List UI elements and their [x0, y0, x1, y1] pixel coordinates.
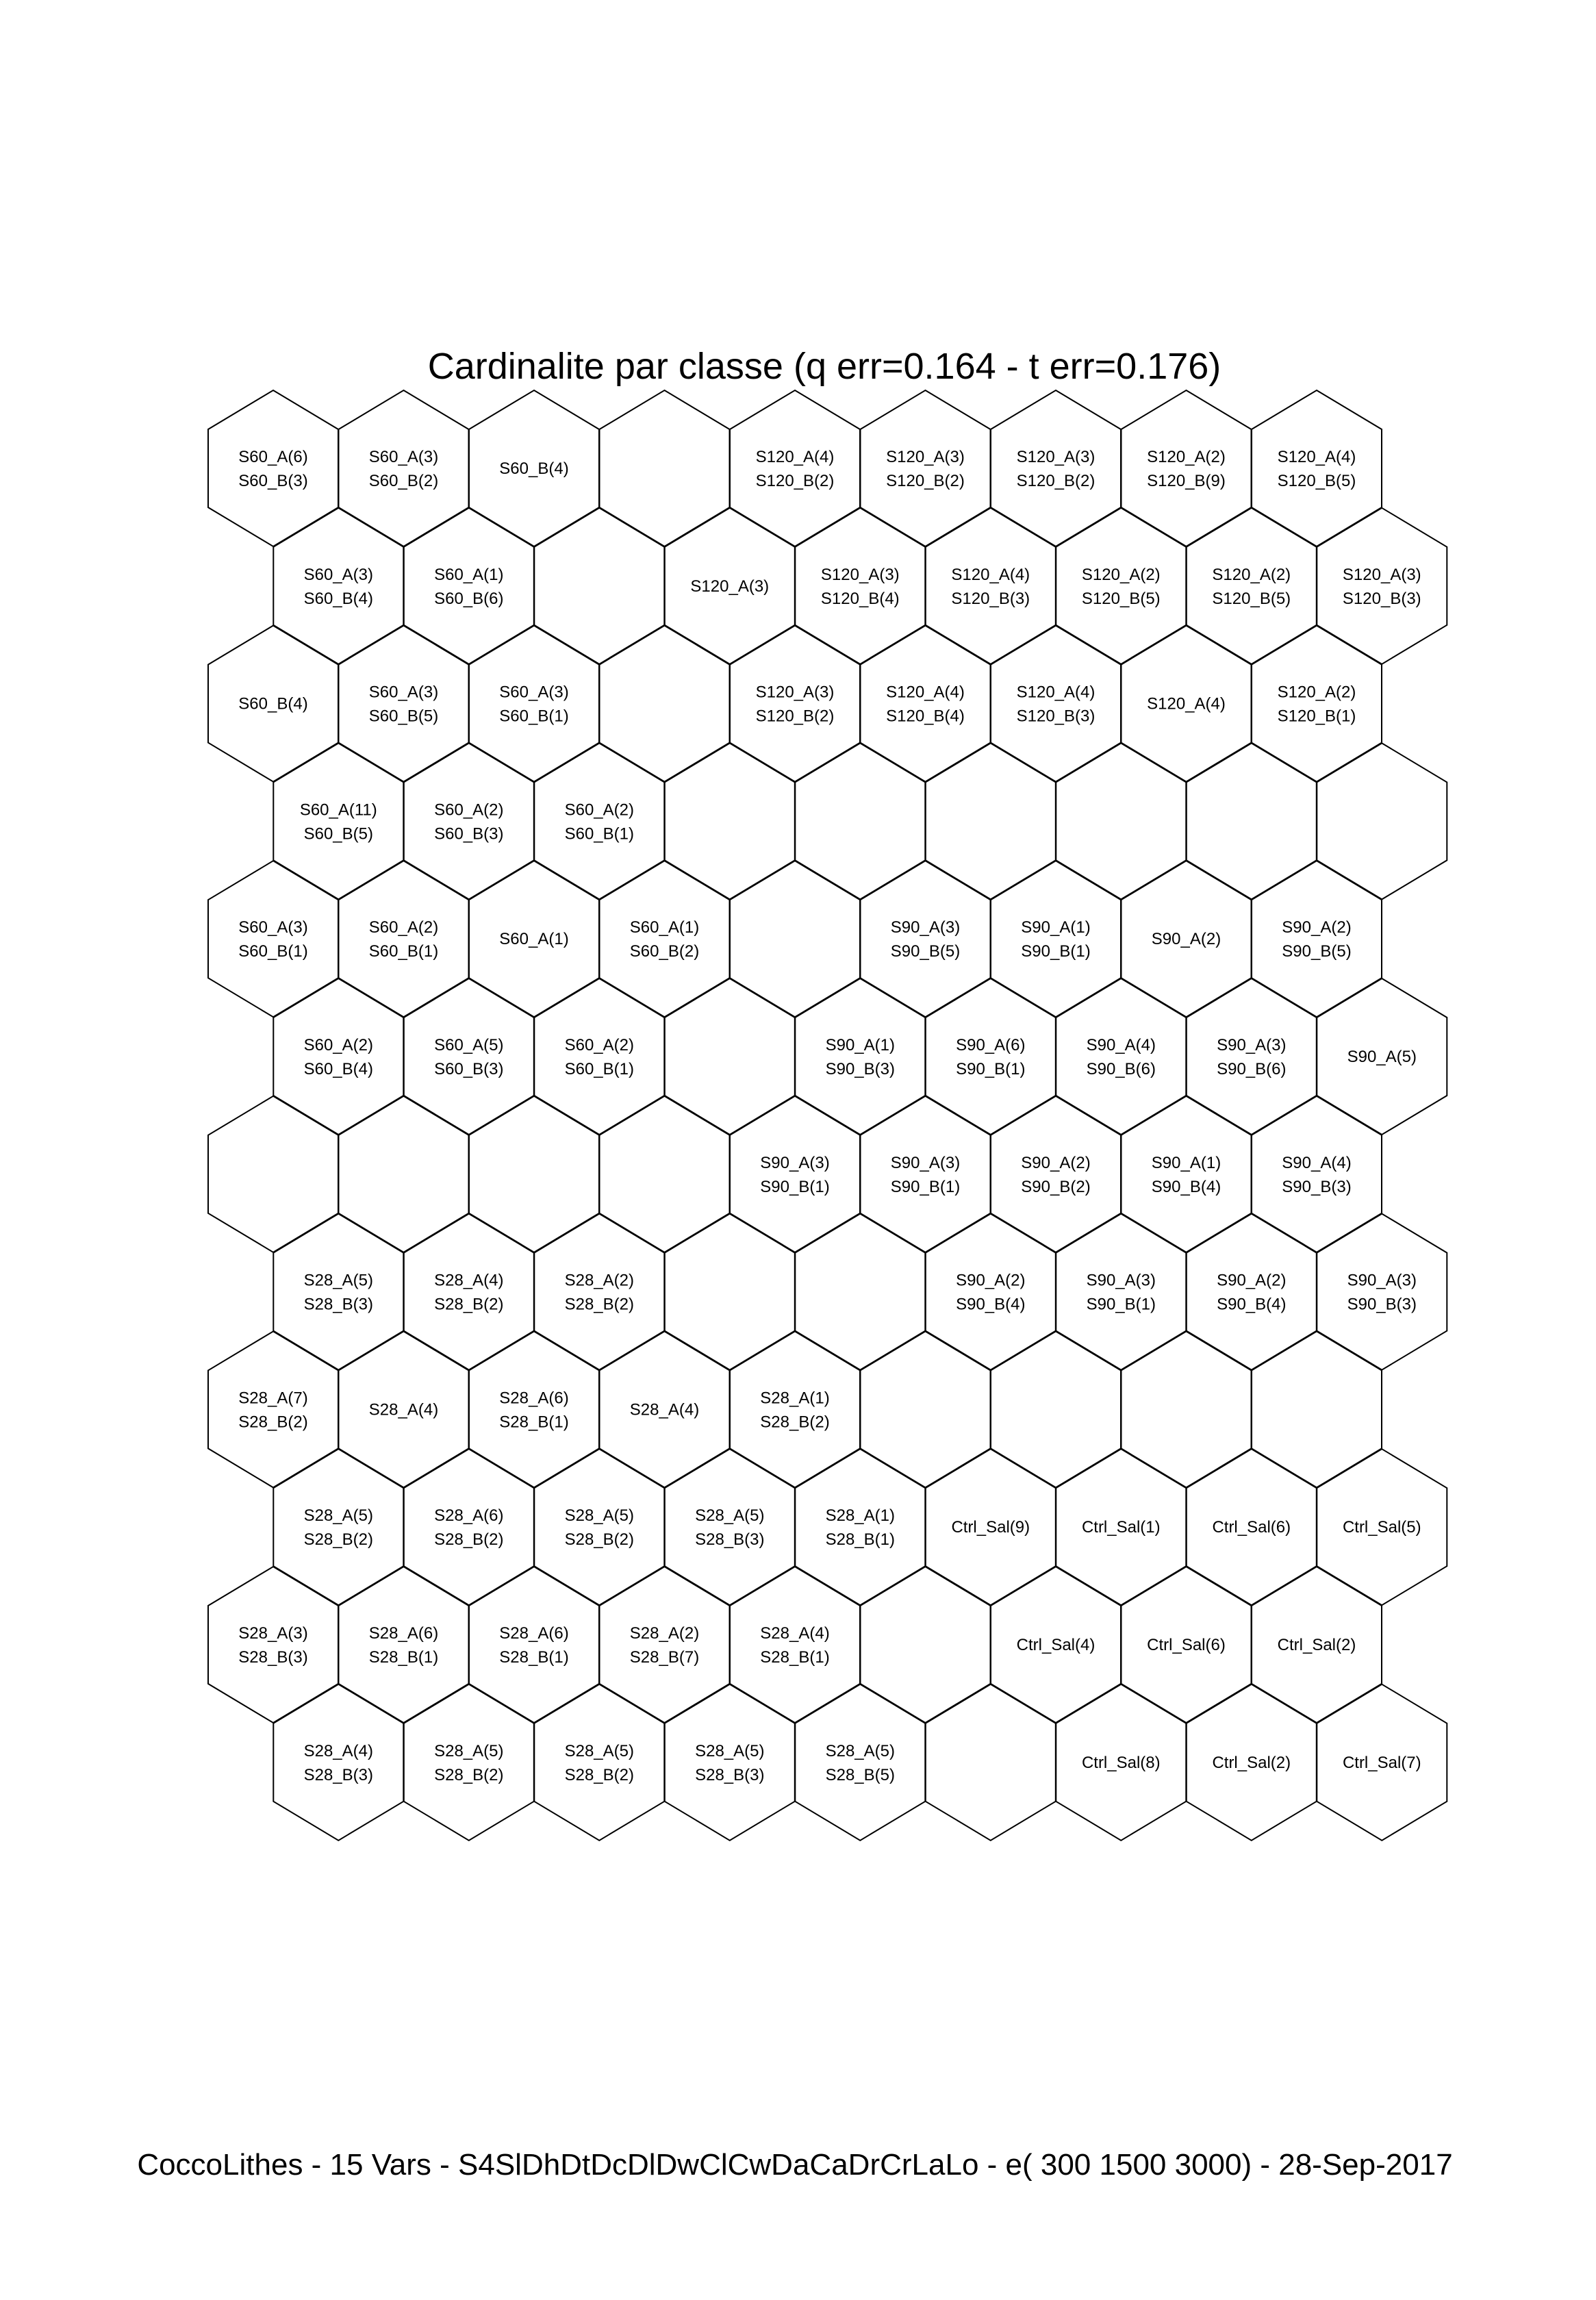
hex-cell-label: S28_A(5) — [303, 1271, 373, 1290]
hex-cell-label: S60_B(5) — [368, 707, 439, 726]
hex-cell-label: S28_B(2) — [564, 1295, 634, 1314]
hex-cell-label: S28_A(6) — [434, 1506, 504, 1526]
hex-cell-label: S28_B(2) — [238, 1413, 308, 1432]
hex-cell-label: S28_A(3) — [238, 1624, 308, 1643]
hex-cell-label: S60_A(3) — [303, 565, 373, 584]
hex-cell-label: S28_B(3) — [303, 1765, 373, 1784]
hex-cell-label: S28_B(2) — [303, 1530, 373, 1550]
hex-cell-label: S60_B(6) — [434, 589, 504, 608]
hex-cell-label: S120_A(4) — [1016, 683, 1095, 702]
hex-cell-label: S60_B(1) — [564, 824, 634, 844]
hex-cell-label: S90_A(3) — [1217, 1036, 1287, 1054]
hex-cell-label: S120_B(3) — [1016, 707, 1095, 726]
hex-cell-label: S28_A(2) — [629, 1624, 700, 1643]
hex-cell-label: S60_B(4) — [238, 694, 308, 713]
hex-cell-label: S28_A(7) — [238, 1389, 308, 1408]
hex-cell-label: S60_B(1) — [564, 1060, 634, 1078]
hex-cell-label: S28_B(5) — [825, 1765, 895, 1784]
hex-cell-label: S90_A(3) — [890, 1153, 961, 1172]
hex-cell-label: S90_B(1) — [760, 1177, 830, 1196]
hex-cell-label: Ctrl_Sal(2) — [1277, 1636, 1356, 1654]
hex-cell-label: S90_B(1) — [890, 1177, 961, 1196]
hex-cell-label: S90_A(3) — [1086, 1271, 1156, 1290]
hex-cell-label: Ctrl_Sal(7) — [1342, 1753, 1421, 1772]
hex-cell-label: S120_A(4) — [886, 683, 965, 702]
hex-cell-label: S60_A(11) — [299, 800, 377, 820]
hex-cell-label: S90_B(3) — [1282, 1177, 1352, 1196]
hex-cell-label: S28_A(4) — [368, 1400, 439, 1419]
hex-cell-label: S120_A(2) — [1081, 565, 1161, 584]
hex-cell-label: S28_B(7) — [629, 1648, 700, 1667]
hex-cell-label: S120_B(2) — [755, 707, 835, 726]
hex-cell-label: S28_A(4) — [434, 1271, 504, 1290]
hex-cell-label: S90_B(1) — [1086, 1295, 1156, 1314]
chart-footer: CoccoLithes - 15 Vars - S4SlDhDtDcDlDwClCwDaCaDrCrLaLo - e( 300 1500 3000) - 28-Sep-2017 — [137, 2148, 1453, 2182]
hex-cell-label: S28_B(1) — [368, 1648, 439, 1667]
chart-title: Cardinalite par classe (q err=0.164 - t err=0.176) — [427, 346, 1221, 387]
hex-cell-label: S90_A(1) — [825, 1036, 895, 1054]
hex-cell-label: S120_A(3) — [820, 565, 900, 584]
hex-cell-label: S90_A(2) — [1151, 930, 1221, 949]
hex-cell-label: S28_A(1) — [825, 1506, 895, 1526]
hex-cell-label: S90_A(3) — [760, 1153, 830, 1172]
hex-cell-label: S28_A(5) — [825, 1741, 895, 1760]
hex-cell-label: S60_A(3) — [238, 918, 308, 937]
hex-cell-label: S120_A(2) — [1277, 683, 1356, 702]
hex-cell-label: S120_B(2) — [886, 472, 965, 490]
hex-cell-label: S60_B(2) — [629, 942, 700, 961]
hex-cell-label: S90_B(4) — [1151, 1177, 1221, 1196]
hex-cell-label: S28_A(5) — [564, 1506, 634, 1526]
hex-cell-label: S60_B(4) — [303, 589, 373, 608]
hex-cell-label: S60_A(2) — [303, 1036, 373, 1054]
hex-cell-label: S28_B(1) — [499, 1648, 569, 1667]
hex-cell-label: S120_A(3) — [1342, 565, 1421, 584]
hex-cell-label: S28_B(3) — [238, 1648, 308, 1667]
hex-cell-label: S90_B(4) — [1217, 1295, 1287, 1314]
hex-cell-label: S90_A(2) — [956, 1271, 1026, 1290]
hex-cell-label: Ctrl_Sal(5) — [1342, 1518, 1421, 1537]
hex-cell-label: S120_B(9) — [1147, 472, 1226, 490]
hex-cell-label: S28_A(4) — [629, 1400, 700, 1419]
hex-cell-label: S120_B(4) — [820, 589, 900, 608]
hex-cell-label: S28_B(2) — [564, 1765, 634, 1784]
hex-cell-label: S90_B(5) — [890, 942, 961, 961]
hex-cell-label: S60_A(2) — [434, 800, 504, 820]
hex-cell-label: S120_A(2) — [1147, 448, 1226, 466]
hex-cell-label: S90_A(1) — [1021, 918, 1091, 937]
hex-cell-label: S28_B(3) — [303, 1295, 373, 1314]
hex-cell-label: Ctrl_Sal(6) — [1212, 1518, 1291, 1537]
hex-cell-label: S60_A(3) — [368, 448, 439, 466]
hex-cell-label: S120_B(2) — [755, 472, 835, 490]
hex-cell-label: S28_B(2) — [434, 1530, 504, 1550]
hex-cell-label: S28_B(3) — [695, 1765, 765, 1784]
hex-cell-label: S28_B(1) — [499, 1413, 569, 1432]
hex-cell-label: S90_B(2) — [1021, 1177, 1091, 1196]
hex-cell-label: S120_B(1) — [1277, 707, 1356, 726]
hex-cell-label: S60_A(2) — [564, 800, 634, 820]
hex-cell-label: Ctrl_Sal(8) — [1081, 1753, 1161, 1772]
hex-cell-label: S120_A(4) — [1147, 694, 1226, 713]
hex-cell-label: S28_A(4) — [303, 1741, 373, 1760]
hex-cell-label: S90_A(5) — [1347, 1048, 1417, 1066]
hex-cell-label: S120_A(4) — [1277, 448, 1356, 466]
hex-cell-label: S60_B(4) — [499, 459, 569, 478]
hex-cell-label: S28_A(6) — [368, 1624, 439, 1643]
hex-cell-label: S90_A(4) — [1086, 1036, 1156, 1054]
hex-cell-label: S90_A(3) — [1347, 1271, 1417, 1290]
hexagon-grid — [208, 390, 1447, 1841]
hex-cell-label: S60_B(1) — [238, 942, 308, 961]
hex-cell-label: S28_B(3) — [695, 1530, 765, 1550]
hex-cell-label: S28_B(1) — [760, 1648, 830, 1667]
hex-cell-label: S28_A(5) — [695, 1506, 765, 1526]
hex-cell-label: S28_A(5) — [303, 1506, 373, 1526]
hex-cell-label: S90_B(1) — [1021, 942, 1091, 961]
hex-cell-label: S60_A(2) — [368, 918, 439, 937]
hex-cell-label: S60_B(3) — [434, 1060, 504, 1078]
hex-cell-label: S120_A(3) — [755, 683, 835, 702]
hex-cell-label: S90_B(3) — [825, 1060, 895, 1078]
hex-cell-label: S60_A(3) — [499, 683, 569, 702]
hex-cell-label: S28_B(2) — [760, 1413, 830, 1432]
hex-cell-label: S120_A(3) — [886, 448, 965, 466]
hex-cell-label: S120_B(2) — [1016, 472, 1095, 490]
hex-cell-label: S60_B(3) — [238, 472, 308, 490]
hex-cell-label: S60_B(1) — [368, 942, 439, 961]
hex-cell-label: S60_A(3) — [368, 683, 439, 702]
hex-cell-label: S90_A(1) — [1151, 1153, 1221, 1172]
hex-cell-label: S120_B(4) — [886, 707, 965, 726]
hex-cell-label: S120_B(5) — [1277, 472, 1356, 490]
hex-cell-label: S60_B(1) — [499, 707, 569, 726]
hex-cell-label: S120_B(5) — [1212, 589, 1291, 608]
hex-cell-label: S60_B(4) — [303, 1060, 373, 1078]
hex-cell-label: S60_A(2) — [564, 1036, 634, 1054]
hex-cell-label: S120_A(4) — [951, 565, 1030, 584]
hex-cell-label: S90_B(6) — [1217, 1060, 1287, 1078]
hex-cell-label: S90_A(6) — [956, 1036, 1026, 1054]
hex-cell-label: S60_A(1) — [434, 565, 504, 584]
hex-cell-label: S28_A(2) — [564, 1271, 634, 1290]
hex-cell-label: S120_A(3) — [690, 577, 770, 596]
hex-cell-label: S28_A(5) — [434, 1741, 504, 1760]
hex-cell-label: Ctrl_Sal(1) — [1081, 1518, 1161, 1537]
hex-cell-label: Ctrl_Sal(2) — [1212, 1753, 1291, 1772]
hex-cell-label: S60_A(1) — [629, 918, 700, 937]
hex-cell-label: S120_A(2) — [1212, 565, 1291, 584]
hex-cell-label: S60_A(5) — [434, 1036, 504, 1054]
hex-cell-label: S28_B(2) — [434, 1765, 504, 1784]
hex-cell-label: S90_A(4) — [1282, 1153, 1352, 1172]
hex-cell-label: S28_B(2) — [564, 1530, 634, 1550]
hex-cell-label: S60_B(3) — [434, 824, 504, 844]
hex-cell-label: S120_B(5) — [1081, 589, 1161, 608]
hex-cell-label: S90_B(5) — [1282, 942, 1352, 961]
hex-cell-label: Ctrl_Sal(4) — [1016, 1636, 1095, 1654]
hex-cell-label: S60_A(1) — [499, 930, 569, 949]
hex-cell-label: S90_B(4) — [956, 1295, 1026, 1314]
hex-cell-label: S90_A(3) — [890, 918, 961, 937]
hex-cell-label: S28_B(2) — [434, 1295, 504, 1314]
hex-cell-label: S90_A(2) — [1282, 918, 1352, 937]
hex-cell-label: S120_B(3) — [951, 589, 1030, 608]
hex-cell-label: S90_A(2) — [1021, 1153, 1091, 1172]
hex-cell-label: Ctrl_Sal(6) — [1147, 1636, 1226, 1654]
hex-cell-label: S28_A(5) — [564, 1741, 634, 1760]
hex-cell-label: S28_A(5) — [695, 1741, 765, 1760]
hex-cell-label: S28_A(6) — [499, 1389, 569, 1408]
hex-cell-label: S28_A(1) — [760, 1389, 830, 1408]
hex-cell-label: S90_B(6) — [1086, 1060, 1156, 1078]
hex-cell-label: Ctrl_Sal(9) — [951, 1518, 1030, 1537]
hex-cell-label: S28_B(1) — [825, 1530, 895, 1550]
hex-cell-label: S120_B(3) — [1342, 589, 1421, 608]
hex-cell-label: S90_B(3) — [1347, 1295, 1417, 1314]
hex-cell-label: S28_A(4) — [760, 1624, 830, 1643]
hex-cell-label: S120_A(3) — [1016, 448, 1095, 466]
hex-cell-label: S60_B(2) — [368, 472, 439, 490]
hex-cell-label: S90_A(2) — [1217, 1271, 1287, 1290]
hex-cell-label: S120_A(4) — [755, 448, 835, 466]
hex-cell-label: S90_B(1) — [956, 1060, 1026, 1078]
hex-cell-label: S60_A(6) — [238, 448, 308, 466]
hex-cell-label: S60_B(5) — [303, 824, 373, 844]
hex-cell-label: S28_A(6) — [499, 1624, 569, 1643]
